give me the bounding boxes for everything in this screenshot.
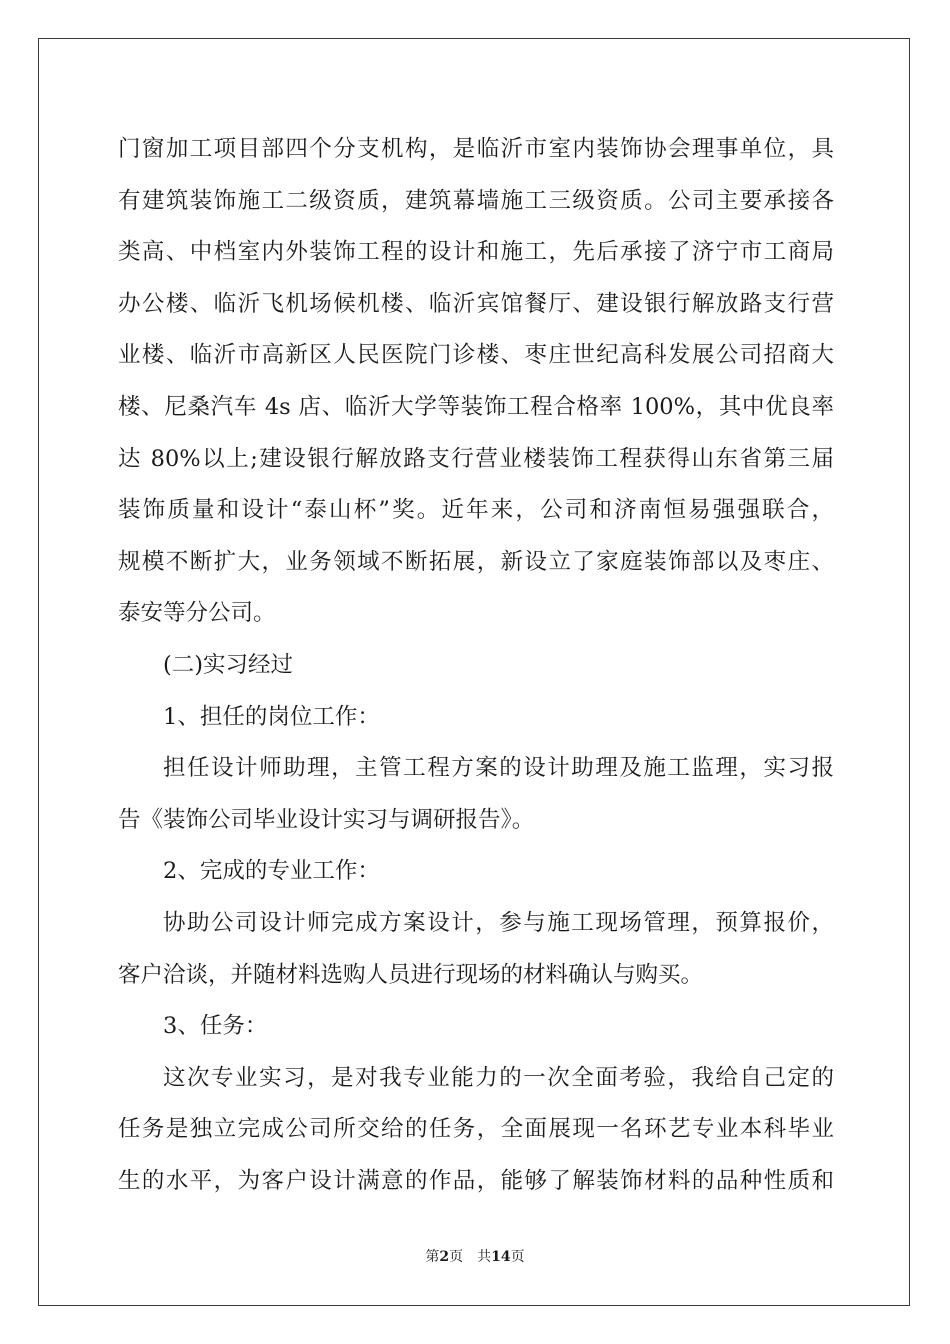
paragraph-line: 楼、尼桑汽车 4s 店、临沂大学等装饰工程合格率 100%，其中优良率 [118, 393, 834, 420]
paragraph-line: 任务是独立完成公司所交给的任务，全面展现一名环艺专业本科毕业 [118, 1116, 834, 1143]
subsection-heading: 2、完成的专业工作： [163, 858, 380, 885]
paragraph-line: 这次专业实习，是对我专业能力的一次全面考验，我给自己定的 [163, 1064, 834, 1091]
paragraph-line: 达 80%以上;建设银行解放路支行营业楼装饰工程获得山东省第三届 [118, 445, 834, 472]
paragraph-line: 告《装饰公司毕业设计实习与调研报告》。 [118, 806, 535, 833]
section-heading: (二)实习经过 [163, 651, 294, 678]
paragraph-line: 担任设计师助理，主管工程方案的设计助理及施工监理，实习报 [163, 755, 834, 782]
page-number: 2 [439, 1249, 450, 1265]
paragraph-line: 协助公司设计师完成方案设计，参与施工现场管理，预算报价， [163, 909, 834, 936]
paragraph-line: 有建筑装饰施工二级资质，建筑幕墙施工三级资质。公司主要承接各 [118, 187, 834, 214]
paragraph-line: 泰安等分公司。 [118, 600, 276, 627]
paragraph-line: 规模不断扩大，业务领域不断拓展，新设立了家庭装饰部以及枣庄、 [118, 548, 834, 575]
total-prefix: 共 [477, 1249, 492, 1265]
paragraph-line: 门窗加工项目部四个分支机构，是临沂市室内装饰协会理事单位，具 [118, 136, 834, 162]
page-mid: 页 [449, 1249, 464, 1265]
page-prefix: 第 [425, 1249, 440, 1265]
page-total: 14 [491, 1249, 511, 1265]
paragraph-line: 业楼、临沂市高新区人民医院门诊楼、枣庄世纪高科发展公司招商大 [118, 342, 834, 369]
paragraph-line: 装饰质量和设计“泰山杯”奖。近年来，公司和济南恒易强强联合， [118, 497, 834, 524]
paragraph-line: 客户洽谈，并随材料选购人员进行现场的材料确认与购买。 [118, 961, 704, 988]
document-body [118, 124, 834, 1207]
subsection-heading: 3、任务： [163, 1013, 268, 1040]
paragraph-line: 类高、中档室内外装饰工程的设计和施工，先后承接了济宁市工商局 [118, 239, 834, 266]
page-footer [0, 1246, 950, 1266]
paragraph-line: 生的水平，为客户设计满意的作品，能够了解装饰材料的品种性质和 [118, 1167, 834, 1194]
total-suffix: 页 [510, 1249, 525, 1265]
subsection-heading: 1、担任的岗位工作： [163, 703, 380, 730]
paragraph-line: 办公楼、临沂飞机场候机楼、临沂宾馆餐厅、建设银行解放路支行营 [118, 290, 834, 317]
